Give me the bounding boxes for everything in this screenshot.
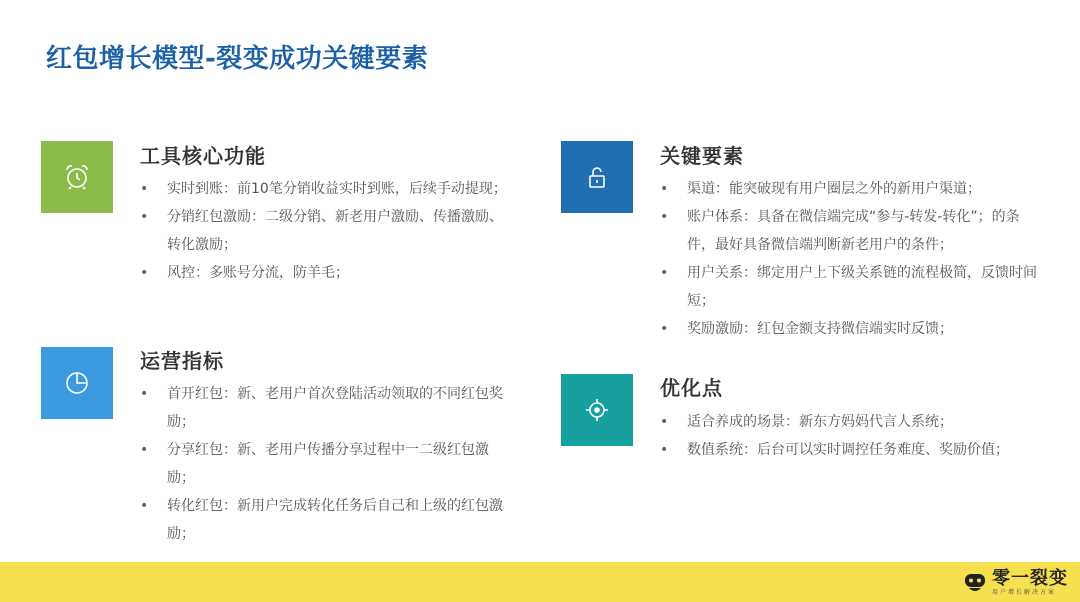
key-icon-box [561,141,633,213]
opt-icon-box [561,374,633,446]
tools-list [140,175,508,287]
ops-icon-box [41,347,113,419]
list-item: • 渠道：能突破现有用户圈层之外的新用户渠道； [660,175,1042,203]
tools-icon-box [41,141,113,213]
opt-heading: 优化点 [660,376,723,400]
list-item: • 风控：多账号分流，防羊毛； [140,259,508,287]
list-item: • 分享红包：新、老用户传播分享过程中一二级红包激励； [140,436,508,492]
unlock-icon [582,162,612,192]
ops-heading: 运营指标 [140,349,224,373]
list-item: • 账户体系：具备在微信端完成“参与-转发-转化”；的条件，最好具备微信端判断新老用户的条件； [660,203,1042,259]
list-item: • 实时到账：前10笔分销收益实时到账，后续手动提现； [140,175,508,203]
pie-chart-icon [62,368,92,398]
ops-list [140,380,508,548]
tools-heading: 工具核心功能 [140,144,266,168]
list-item: • 适合养成的场景：新东方妈妈代言人系统； [660,408,1042,436]
list-item: • 转化红包：新用户完成转化任务后自己和上级的红包激励； [140,492,508,548]
list-item: • 分销红包激励：二级分销、新老用户激励、传播激励、转化激励； [140,203,508,259]
list-item: • 数值系统：后台可以实时调控任务难度、奖励价值； [660,436,1042,464]
logo-name: 零一裂变 [992,568,1068,589]
brand-logo [964,570,1068,596]
key-list [660,175,1042,343]
alarm-clock-icon [62,162,92,192]
footer-bar [0,562,1080,602]
opt-list [660,408,1042,464]
list-item: • 首开红包：新、老用户首次登陆活动领取的不同红包奖励； [140,380,508,436]
list-item: • 奖励激励：红包金额支持微信端实时反馈； [660,315,1042,343]
target-icon [582,395,612,425]
page-title: 红包增长模型-裂变成功关键要素 [46,44,429,74]
list-item: • 用户关系：绑定用户上下级关系链的流程极简，反馈时间短； [660,259,1042,315]
key-heading: 关键要素 [660,144,744,168]
robot-logo-icon [964,572,986,594]
logo-tagline: 用户增长解决方案 [992,589,1057,596]
